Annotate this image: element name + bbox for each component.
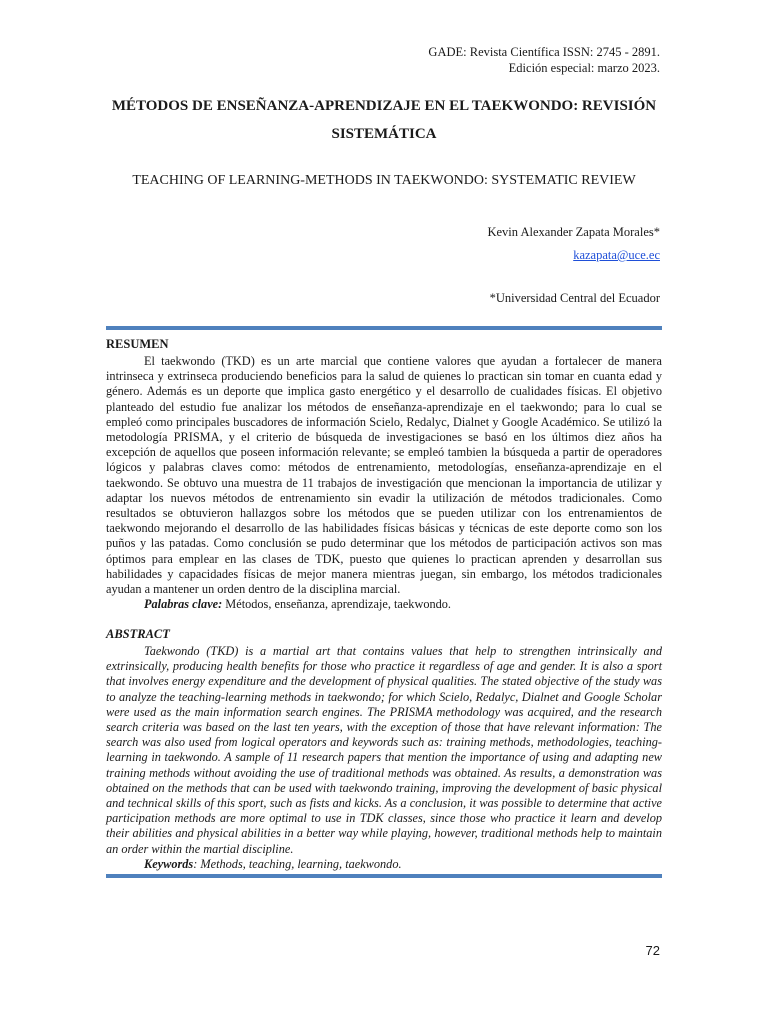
title-spanish: MÉTODOS DE ENSEÑANZA-APRENDIZAJE EN EL TAEKWONDO: REVISIÓN SISTEMÁTICA [111, 98, 657, 142]
abstract-keywords: Keywords: Methods, teaching, learning, taekwondo. [144, 856, 402, 871]
abstract-text: Taekwondo (TKD) is a martial art that contains values that help to strengthen intrinsically and extrinsically, producing health benefits for those who practice it regardless of age and gender. It is also a sport that involves energy expenditure and the development of physical qualities. The stated objective of the study was to analyze the teaching-learning methods in taekwondo; for which Scielo, Redalyc, Dialnet and Google Scholar were used as the main information search engines. The PRISMA methodology was acquired, and the research search criteria was based on the last ten years, with the exception of those that have relevant information: The search was also used from logical operators and keywords such as: training methods, methodologies, teaching-learning in taekwondo. A sample of 11 research papers that mention the importance of using and adapting new training methods without avoiding the use of traditional methods was obtained. As results, a demonstration was obtained on the methods that can be used with taekwondo training, improving the development of basic physical and technical skills of this sport, such as fists and kicks. As a conclusion, it was possible to determine that active participation methods are more optimal to use in TDK classes, since those who practice it learn and develop their abilities and physical abilities in a better way while playing, however, traditional methods help to maintain an order within the martial discipline. [106, 644, 662, 856]
bottom-divider [106, 874, 662, 878]
author-email-link[interactable]: kazapata@uce.ec [573, 248, 660, 262]
journal-issn: GADE: Revista Científica ISSN: 2745 - 2891. [428, 45, 660, 59]
abstract-keywords-label: Keywords [144, 856, 194, 871]
page-number: 72 [645, 943, 660, 958]
top-divider [106, 326, 662, 330]
resumen-keywords: Palabras clave: Métodos, enseñanza, aprendizaje, taekwondo. [144, 597, 451, 612]
resumen-keywords-value: Métodos, enseñanza, aprendizaje, taekwondo. [225, 597, 451, 612]
author-name: Kevin Alexander Zapata Morales* [487, 225, 660, 239]
abstract-keywords-value: Methods, teaching, learning, taekwondo. [200, 856, 402, 871]
journal-edition: Edición especial: marzo 2023. [508, 61, 660, 75]
journal-header [428, 44, 660, 76]
abstract-heading: ABSTRACT [106, 627, 170, 641]
author-affiliation: *Universidad Central del Ecuador [489, 291, 660, 305]
title-english: TEACHING OF LEARNING-METHODS IN TAEKWONDO: SYSTEMATIC REVIEW [132, 173, 636, 188]
resumen-section [106, 336, 662, 612]
abstract-section [106, 626, 662, 872]
resumen-heading: RESUMEN [106, 337, 169, 351]
resumen-text: El taekwondo (TKD) es un arte marcial que contiene valores que ayudan a fortalecer de manera intrinseca y extrinseca produciendo beneficios para la salud de quienes lo practican sin tomar en cuanta edad y género. Además es un deporte que implica gasto energético y el desarrollo de cualidades físicas. El objetivo planteado del estudio fue analizar los métodos de enseñanza-aprendizaje en el taekwondo; para lo cual se empleó como principales buscadores de información Scielo, Redalyc, Dialnet y Google Académico. Se utilizó la metodología PRISMA, y el criterio de búsqueda de investigaciones se basó en los últimos diez años ha excepción de aquellos que poseen información relevante; se empleó tambien la búsqueda a partir de operadores lógicos y palabras claves como: métodos de entrenamiento, metodologías, enseñanza-aprendizaje en el taekwondo. Se obtuvo una muestra de 11 trabajos de investigación que mencionan la importancia de utilizar y adaptar los nuevos métodos de entrenamiento sin evadir la utilización de métodos tradicionales. Como resultados se obtuvieron hallazgos sobre los métodos que se pueden utilizar con los entrenamientos de taekwondo mejorando el desarrollo de las habilidades físicas básicas y técnicas de este deporte como son los puños y las patadas. Como conclusión se pudo determinar que los métodos de participación activos son mas óptimos para emplear en las clases de TDK, puesto que quienes lo practican aprenden y desarrollan sus habilidades y capacidades físicas de mejor manera mientras juegan, sin embargo, los métodos tradicionales ayudan a mantener un orden dentro de la disciplina marcial. [106, 354, 662, 597]
resumen-keywords-label: Palabras clave [144, 597, 219, 612]
